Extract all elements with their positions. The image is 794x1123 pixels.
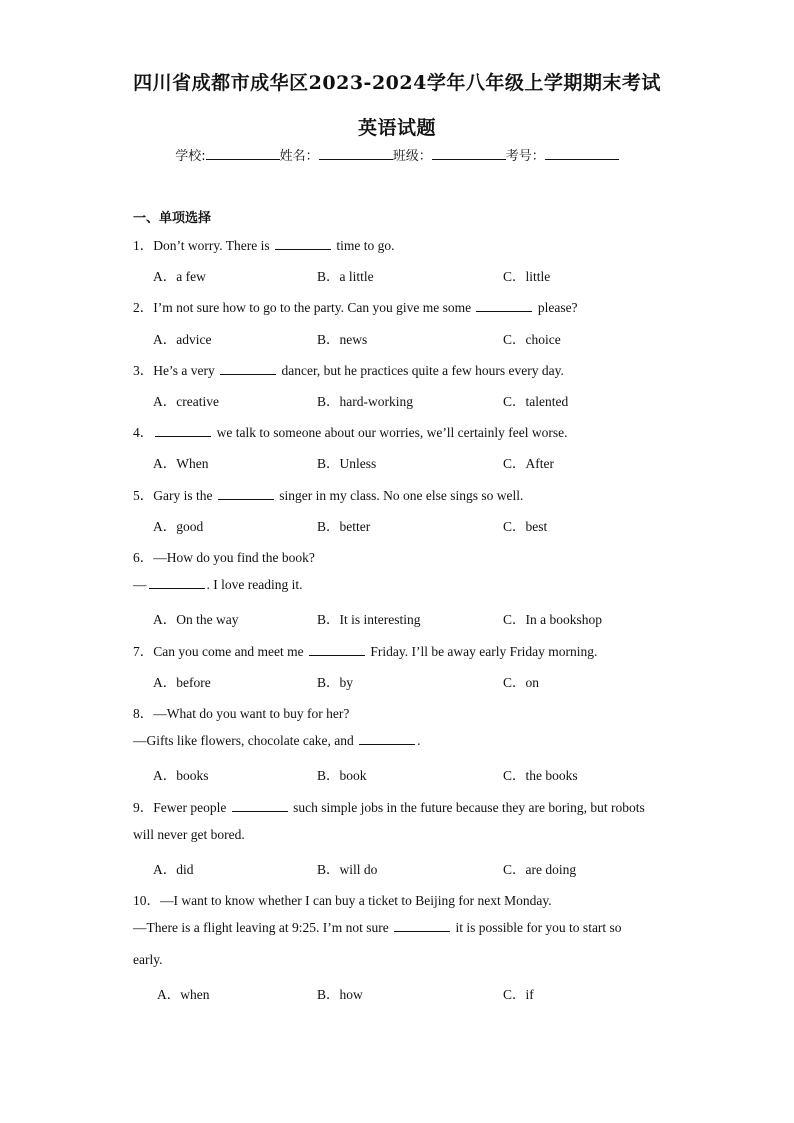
option-b[interactable]: B．Unless (317, 456, 377, 471)
exam-title-line2: 英语试题 (357, 117, 436, 139)
stem-text: early. (133, 952, 163, 967)
option-a[interactable]: A．On the way (153, 612, 239, 627)
option-c[interactable]: C．if (503, 987, 534, 1002)
stem-text: Friday. I’ll be away early Friday morning. (366, 644, 598, 659)
question-stem (133, 889, 552, 909)
stem-text: —Gifts like flowers, chocolate cake, and (133, 733, 358, 748)
option-c[interactable]: C．little (503, 269, 551, 284)
stem-text: —What do you want to buy for her? (153, 706, 350, 721)
question-number: 9． (133, 800, 154, 815)
question-number: 6． (133, 550, 154, 565)
stem-text: please? (534, 300, 578, 315)
student-info-row (0, 145, 794, 164)
stem-text: Gary is the (153, 488, 216, 503)
stem-text: —How do you find the book? (153, 550, 315, 565)
question-number: 4． (133, 425, 154, 440)
answer-blank (218, 488, 274, 500)
stem-text: dancer, but he practices quite a few hours every day. (278, 363, 564, 378)
stem-text: . (417, 733, 421, 748)
option-c[interactable]: C．After (503, 456, 554, 471)
stem-text: —I want to know whether I can buy a ticket to Beijing for next Monday. (160, 893, 552, 908)
question-stem-line3 (133, 952, 162, 968)
question-stem (133, 796, 645, 816)
option-b[interactable]: B．a little (317, 269, 374, 284)
question-stem (133, 640, 597, 660)
stem-text: I’m not sure how to go to the party. Can you give me some (153, 300, 475, 315)
question-stem-line2 (133, 827, 245, 843)
stem-text: — (133, 577, 147, 592)
question-stem (133, 421, 568, 441)
question-stem (133, 359, 564, 379)
question-stem-line2 (133, 733, 421, 749)
stem-text: we talk to someone about our worries, we’ll certainly feel worse. (213, 425, 568, 440)
stem-text: Fewer people (153, 800, 230, 815)
option-b[interactable]: B．hard-working (317, 394, 413, 409)
option-a[interactable]: A．advice (153, 332, 212, 347)
stem-text: He’s a very (153, 363, 219, 378)
stem-text: —There is a flight leaving at 9:25. I’m not sure (133, 920, 393, 935)
option-c[interactable]: C．choice (503, 332, 561, 347)
answer-blank (149, 577, 205, 589)
stem-text: it is possible for you to start so (452, 920, 622, 935)
school-field[interactable] (206, 147, 280, 160)
option-a[interactable]: A．good (153, 519, 204, 534)
option-c[interactable]: C．best (503, 519, 548, 534)
class-label: 班级： (392, 149, 432, 164)
stem-text: singer in my class. No one else sings so well. (275, 488, 524, 503)
question-stem (133, 546, 315, 566)
school-label: 学校: (175, 149, 206, 164)
option-b[interactable]: B．book (317, 768, 367, 783)
option-b[interactable]: B．It is interesting (317, 612, 421, 627)
option-a[interactable]: A．When (153, 456, 209, 471)
option-a[interactable]: A．before (153, 675, 211, 690)
option-b[interactable]: B．news (317, 332, 368, 347)
stem-text: . I love reading it. (206, 577, 303, 592)
question-stem (133, 702, 349, 722)
option-b[interactable]: B．by (317, 675, 354, 690)
option-c[interactable]: C．are doing (503, 862, 577, 877)
question-stem-line2 (133, 920, 622, 936)
option-b[interactable]: B．better (317, 519, 371, 534)
option-b[interactable]: B．how (317, 987, 363, 1002)
option-c[interactable]: C．on (503, 675, 540, 690)
option-a[interactable]: A．books (153, 768, 209, 783)
class-field[interactable] (432, 147, 506, 160)
stem-text: Don’t worry. There is (153, 238, 273, 253)
option-c[interactable]: C．In a bookshop (503, 612, 602, 627)
question-stem-line2 (133, 577, 302, 593)
question-number: 3． (133, 363, 154, 378)
answer-blank (155, 425, 211, 437)
question-number: 2． (133, 300, 154, 315)
option-a[interactable]: A．when (157, 987, 210, 1002)
question-number: 10． (133, 893, 160, 908)
question-number: 5． (133, 488, 154, 503)
question-stem (133, 234, 394, 254)
stem-text: such simple jobs in the future because they are boring, but robots (289, 800, 645, 815)
answer-blank (309, 644, 365, 656)
answer-blank (476, 300, 532, 312)
number-field[interactable] (545, 147, 619, 160)
stem-text: time to go. (332, 238, 395, 253)
question-number: 7． (133, 644, 154, 659)
number-label: 考号： (505, 149, 545, 164)
answer-blank (220, 363, 276, 375)
option-a[interactable]: A．creative (153, 394, 219, 409)
section-title: 一、单项选择 (133, 211, 212, 226)
answer-blank (394, 920, 450, 932)
answer-blank (275, 238, 331, 250)
question-number: 8． (133, 706, 154, 721)
exam-title-line1: 四川省成都市成华区2023-2024学年八年级上学期期末考试 (133, 72, 661, 94)
question-stem (133, 296, 578, 316)
answer-blank (359, 733, 415, 745)
question-number: 1． (133, 238, 154, 253)
name-label: 姓名： (279, 149, 319, 164)
stem-text: will never get bored. (133, 827, 245, 842)
option-c[interactable]: C．the books (503, 768, 578, 783)
answer-blank (232, 800, 288, 812)
option-a[interactable]: A．did (153, 862, 194, 877)
option-b[interactable]: B．will do (317, 862, 378, 877)
option-c[interactable]: C．talented (503, 394, 569, 409)
option-a[interactable]: A．a few (153, 269, 206, 284)
name-field[interactable] (319, 147, 393, 160)
stem-text: Can you come and meet me (153, 644, 307, 659)
question-stem (133, 484, 523, 504)
